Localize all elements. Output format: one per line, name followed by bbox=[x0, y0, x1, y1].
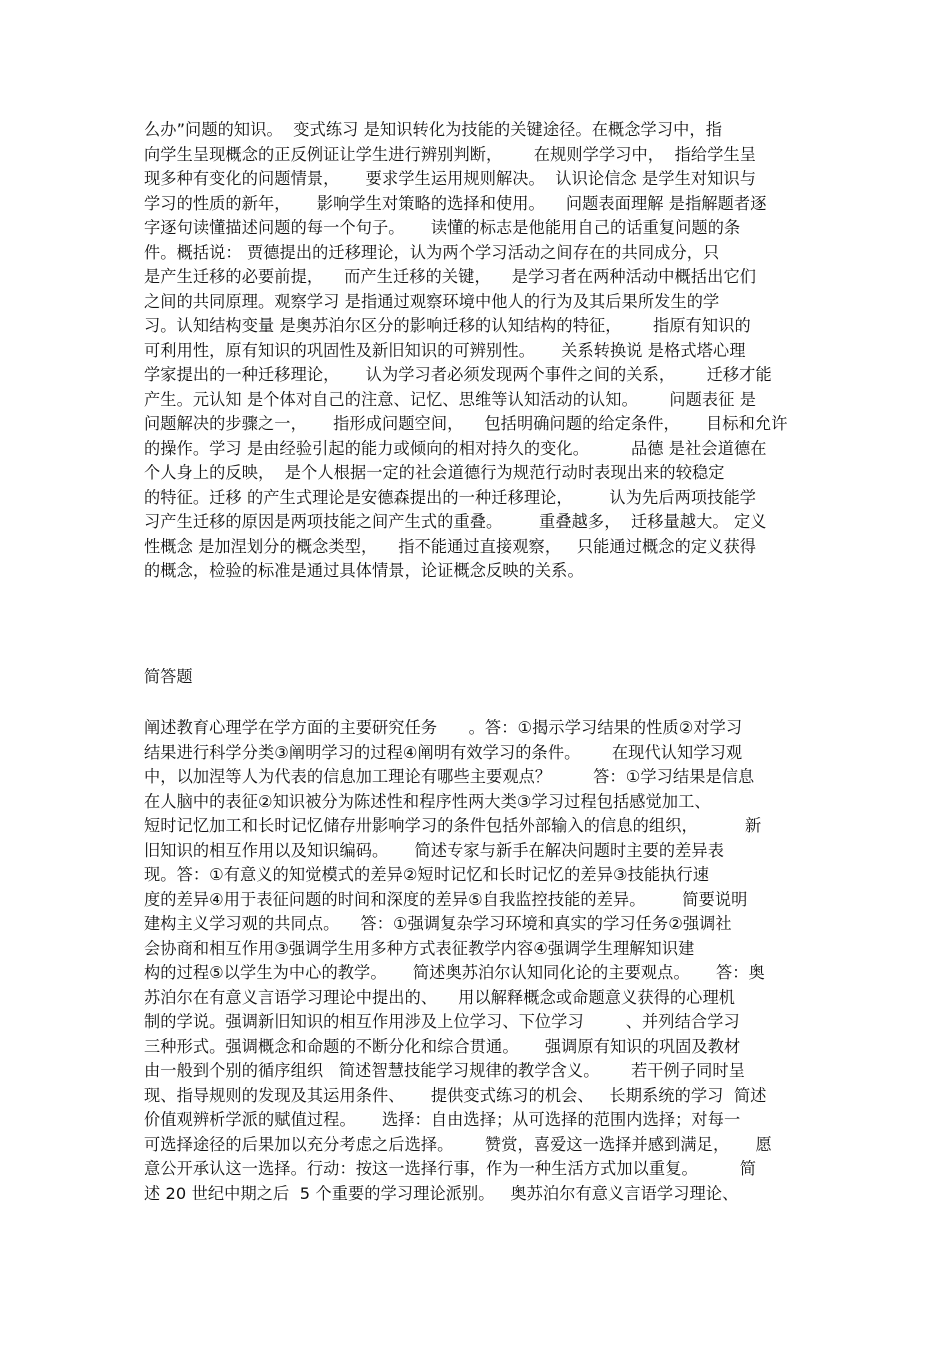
text-line: 向学生呈现概念的正反例证让学生进行辨别判断， 在规则学学习中， 指给学生呈 bbox=[144, 144, 757, 164]
text-line: 在人脑中的表征②知识被分为陈述性和程序性两大类③学习过程包括感觉加工、 bbox=[144, 791, 711, 811]
text-line: 构的过程⑤以学生为中心的教学。 简述奥苏泊尔认知同化论的主要观点。 答：奥 bbox=[144, 963, 765, 982]
text-line: 度的差异④用于表征问题的时间和深度的差异⑤自我监控技能的差异。 简要说明 bbox=[144, 889, 748, 909]
body-paragraph-definitions bbox=[144, 118, 824, 584]
section-heading: 简答题 bbox=[144, 667, 193, 686]
text-line: 产生。元认知 是个体对自己的注意、记忆、思维等认知活动的认知。 问题表征 是 bbox=[144, 389, 757, 409]
body-paragraph-short-answers bbox=[144, 716, 824, 1206]
text-line: 的特征。迁移 的产生式理论是安德森提出的一种迁移理论， 认为先后两项技能学 bbox=[144, 487, 757, 507]
text-line: 问题解决的步骤之一， 指形成问题空间， 包括明确问题的给定条件， 目标和允许 bbox=[144, 414, 788, 433]
text-line: 苏泊尔在有意义言语学习理论中提出的、 用以解释概念或命题意义获得的心理机 bbox=[144, 987, 736, 1007]
text-line: 现。答：①有意义的知觉模式的差异②短时记忆和长时记忆的差异③技能执行速 bbox=[144, 865, 710, 884]
text-line: 建构主义学习观的共同点。 答：①强调复杂学习环境和真实的学习任务②强调社 bbox=[144, 914, 732, 933]
text-line: 之间的共同原理。观察学习 是指通过观察环境中他人的行为及其后果所发生的学 bbox=[144, 291, 720, 311]
text-line: 述 20 世纪中期之后 5 个重要的学习理论派别。 奥苏泊尔有意义言语学习理论、 bbox=[144, 1183, 739, 1203]
text-line: 会协商和相互作用③强调学生用多种方式表征教学内容④强调学生理解知识建 bbox=[144, 938, 695, 958]
text-line: 可利用性，原有知识的巩固性及新旧知识的可辨别性。 关系转换说 是格式塔心理 bbox=[144, 340, 746, 360]
text-line: 个人身上的反映， 是个人根据一定的社会道德行为规范行动时表现出来的较稳定 bbox=[144, 463, 725, 482]
text-line: 学习的性质的新年， 影响学生对策略的选择和使用。 问题表面理解 是指解题者逐 bbox=[144, 193, 767, 213]
text-line: 结果进行科学分类③阐明学习的过程④阐明有效学习的条件。 在现代认知学习观 bbox=[144, 742, 743, 762]
text-line: 可选择途径的后果加以充分考虑之后选择。 赞赏，喜爱这一选择并感到满足， 愿 bbox=[144, 1134, 772, 1154]
text-line: 是产生迁移的必要前提， 而产生迁移的关键， 是学习者在两种活动中概括出它们 bbox=[144, 267, 757, 286]
text-line: 三种形式。强调概念和命题的不断分化和综合贯通。 强调原有知识的巩固及教材 bbox=[144, 1036, 741, 1056]
text-line: 的概念，检验的标准是通过具体情景，论证概念反映的关系。 bbox=[144, 561, 584, 580]
text-line: 旧知识的相互作用以及知识编码。 简述专家与新手在解决问题时主要的差异表 bbox=[144, 840, 724, 860]
text-line: 习产生迁移的原因是两项技能之间产生式的重叠。 重叠越多， 迁移量越大。 定义 bbox=[144, 512, 767, 531]
text-line: 的操作。学习 是由经验引起的能力或倾向的相对持久的变化。 品德 是社会道德在 bbox=[144, 438, 767, 458]
text-line: 现多种有变化的问题情景， 要求学生运用规则解决。 认识论信念 是学生对知识与 bbox=[144, 169, 757, 188]
text-line: 现、指导规则的发现及其运用条件、 提供变式练习的机会、 长期系统的学习 简述 bbox=[144, 1085, 767, 1105]
text-line: 学家提出的一种迁移理论， 认为学习者必须发现两个事件之间的关系， 迁移才能 bbox=[144, 365, 772, 384]
text-line: 性概念 是加涅划分的概念类型， 指不能通过直接观察， 只能通过概念的定义获得 bbox=[144, 536, 757, 556]
text-line: 意公开承认这一选择。行动：按这一选择行事，作为一种生活方式加以重复。 简 bbox=[144, 1159, 757, 1178]
text-line: 短时记忆加工和长时记忆储存卅影响学习的条件包括外部输入的信息的组织， 新 bbox=[144, 816, 762, 835]
text-line: 么办”问题的知识。 变式练习 是知识转化为技能的关键途径。在概念学习中，指 bbox=[144, 120, 722, 139]
text-line: 阐述教育心理学在学方面的主要研究任务 。答：①揭示学习结果的性质②对学习 bbox=[144, 718, 743, 737]
text-line: 价值观辨析学派的赋值过程。 选择：自由选择；从可选择的范围内选择；对每一 bbox=[144, 1110, 741, 1129]
text-line: 由一般到个别的循序组织 简述智慧技能学习规律的教学含义。 若干例子同时呈 bbox=[144, 1061, 745, 1080]
text-line: 习。认知结构变量 是奥苏泊尔区分的影响迁移的认知结构的特征， 指原有知识的 bbox=[144, 316, 751, 335]
text-line: 制的学说。强调新旧知识的相互作用涉及上位学习、下位学习 、并列结合学习 bbox=[144, 1012, 740, 1031]
text-line: 字逐句读懂描述问题的每一个句子。 读懂的标志是他能用自己的话重复问题的条 bbox=[144, 218, 741, 237]
text-line: 件。概括说： 贾德提出的迁移理论，认为两个学习活动之间存在的共同成分，只 bbox=[144, 242, 720, 262]
text-line: 中，以加涅等人为代表的信息加工理论有哪些主要观点？ 答：①学习结果是信息 bbox=[144, 767, 755, 786]
